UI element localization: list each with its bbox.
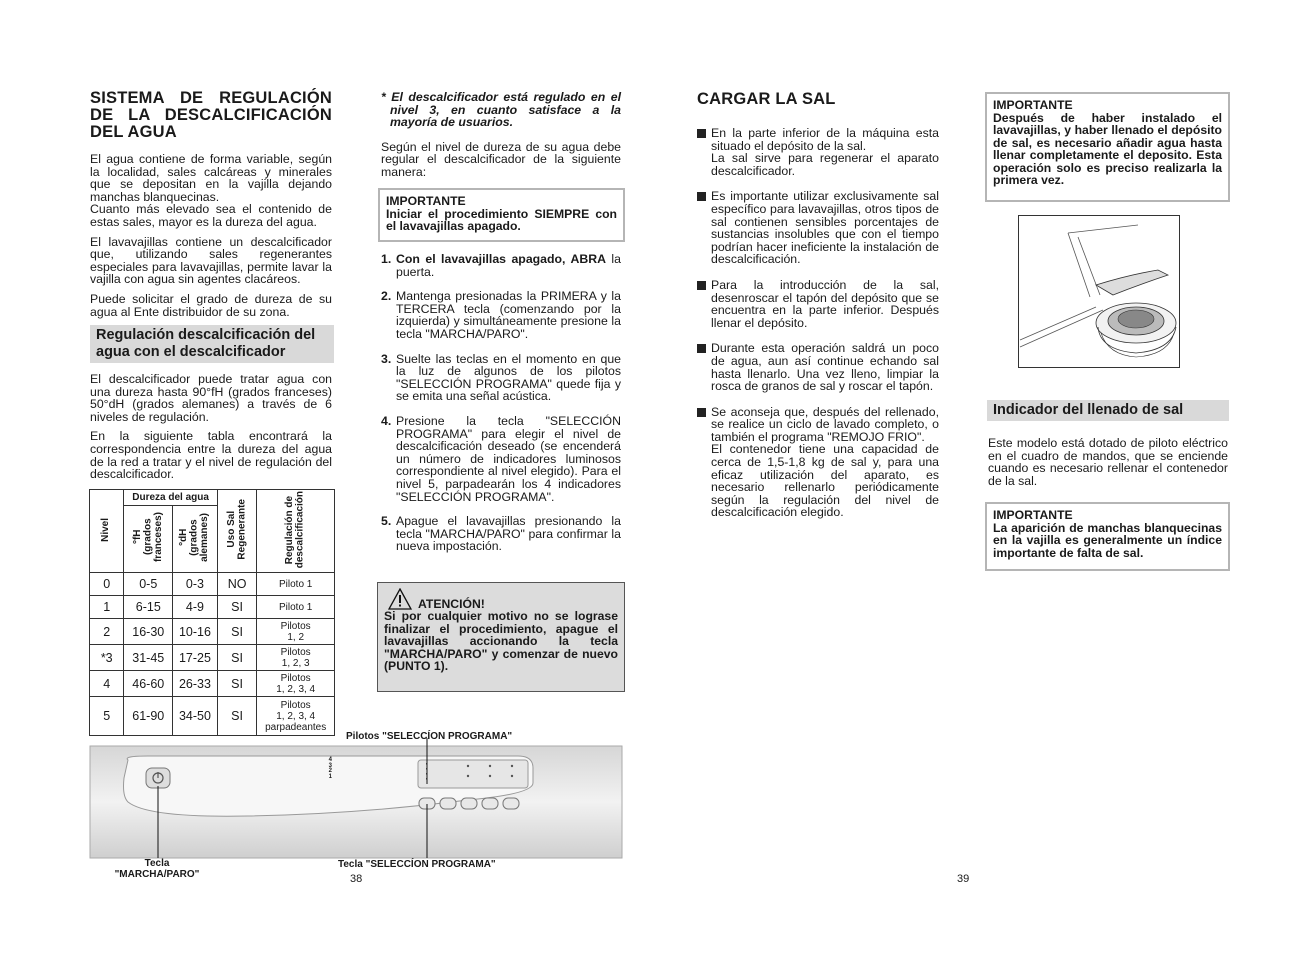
important-heading: IMPORTANTE	[386, 194, 466, 208]
important-heading: IMPORTANTE	[993, 508, 1073, 522]
list-item: 5. Apague el lavavajillas presionando la tecla "MARCHA/PARO" para confirmar la nueva impostación.	[381, 514, 621, 554]
program-key-5	[503, 798, 519, 809]
important-heading: IMPORTANTE	[993, 98, 1073, 112]
paragraph: En la siguiente tabla encontrará la correspondencia entre la dureza del agua de la red a tratar y el nivel de regulación del descalcificador.	[90, 429, 332, 482]
paragraph: Cuanto más elevado sea el contenido de estas sales, mayor es la dureza del agua.	[90, 202, 332, 229]
list-item: Para la introducción de la sal, desenroscar el tapón del depósito que se encuentra en la parte inferior. Después llenar el depósito.	[697, 279, 939, 329]
list-item: Es importante utilizar exclusivamente sal específico para lavavajillas, otros tipos de sal contienen sensibles porcentajes de sustancias insolubles que con el tiempo podrían hacer ineficiente la instalación de descalcificación.	[697, 190, 939, 266]
table-row: 0 0-5 0-3 NO Piloto 1	[90, 573, 335, 596]
right-column-1	[697, 91, 939, 532]
list-item: Se aconseja que, después del rellenado, se realice un ciclo de lavado completo, o también el programa "REMOJO FRIO". El contenedor tiene una capacidad de cerca de 1,5-1,8 kg de sal y, para una eficaz utilización del aparato, es necesario rellenarlo periódicamente según la regulación del nivel de descalcificación elegido.	[697, 406, 939, 519]
left-column-2	[381, 91, 621, 187]
col-header-regulacion: Regulación de descalcificación	[257, 490, 335, 573]
program-key-4	[482, 798, 498, 809]
table-row: 1 6-15 4-9 SI Piloto 1	[90, 596, 335, 619]
subheading-regulacion: Regulación descalcificación del agua con el descalcificador	[90, 325, 334, 363]
left-column-1	[90, 90, 332, 325]
important-box-first-time	[985, 92, 1230, 202]
page-number-left: 38	[350, 873, 363, 885]
list-item: 2. Mantenga presionadas la PRIMERA y la TERCERA tecla (comenzando por la izquierda) y simultáneamente presione la tecla "MARCHA/PARO".	[381, 289, 621, 341]
indicator-text-block	[988, 437, 1228, 494]
table-row: 4 46-60 26-33 SI Pilotos 1, 2, 3, 4	[90, 671, 335, 697]
table-row: *3 31-45 17-25 SI Pilotos 1, 2, 3	[90, 645, 335, 671]
col-header-nivel: Nivel	[90, 490, 124, 573]
list-item: Durante esta operación saldrá un poco de agua, aun así continue echando sal hasta llenarlo. Una vez lleno, limpiar la rosca de granos de sal y roscar el tapón.	[697, 342, 939, 392]
paragraph: El agua contiene de forma variable, según la localidad, sales calcáreas y minerales que se depositan en la vajilla dejando manchas blanquecinas.	[90, 152, 332, 204]
table-row: 5 61-90 34-50 SI Pilotos 1, 2, 3, 4 parpadeantes	[90, 697, 335, 736]
important-body: Después de haber instalado el lavavajillas, y haber llenado el depósito de sal, es necesario añadir agua hasta llenar completamente el deposito. Esta operación solo es preciso realizarla la primera vez.	[993, 110, 1222, 187]
salt-filling-illustration	[1018, 215, 1180, 368]
program-key-3	[461, 798, 477, 809]
label-key-marcha-paro: Tecla "MARCHA/PARO"	[114, 858, 200, 880]
led-numbers: 4 3 2 1	[328, 757, 332, 780]
list-item: 4. Presione la tecla "SELECCIÓN PROGRAMA" para elegir el nivel de descalcificación deseado (se encenderá un número de indicadores luminosos correspondiente al nivel elegido). Para el nivel 5, parpadearán los 4 indicadores "SELECCIÓN PROGRAMA".	[381, 413, 621, 504]
col-header-fh: °fH (grados franceses)	[124, 506, 173, 573]
paragraph: El lavavajillas contiene un descalcificador que, utilizando sales regenerantes especiales para lavavajillas, permite lavar la vajilla con agua sin agentes clacáreos.	[90, 234, 332, 287]
col-group-dureza: Dureza del agua	[124, 490, 217, 506]
important-body: Iniciar el procedimiento SIEMPRE con el lavavajillas apagado.	[386, 206, 617, 233]
warning-icon	[388, 588, 412, 610]
note-level-3: * El descalcificador está regulado en el nivel 3, en cuanto satisface a la mayoría de usuarios.	[381, 90, 621, 130]
important-box-start	[378, 188, 625, 242]
important-body: La aparición de manchas blanquecinas en la vajilla es generalmente un índice importante de falta de sal.	[993, 520, 1222, 560]
page-title-cargar-sal: CARGAR LA SAL	[697, 90, 836, 108]
important-box-stains	[985, 502, 1230, 571]
hardness-table	[89, 489, 335, 736]
label-key-seleccion: Tecla "SELECCÍON PROGRAMA"	[338, 859, 496, 870]
regulacion-text	[90, 373, 332, 488]
steps-container	[381, 253, 621, 565]
paragraph: Este modelo está dotado de piloto eléctrico en el cuadro de mandos, que se enciende cuando es necesario rellenar el contenedor de la sal.	[988, 436, 1228, 488]
page-number-right: 39	[957, 873, 970, 885]
subheading-indicador: Indicador del llenado de sal	[987, 400, 1229, 421]
col-header-sal: Uso Sal Regenerante	[217, 490, 257, 573]
attention-body: Si por cualquier motivo no se lograse finalizar el procedimiento, apague el lavavajillas accionando la tecla "MARCHA/PARO" y comenzar de nuevo (PUNTO 1).	[384, 609, 618, 673]
intro-text: Según el nivel de dureza de su agua debe regular el descalcificador de la siguiente manera:	[381, 139, 621, 179]
list-item: 1. Con el lavavajillas apagado, ABRA la puerta.	[381, 252, 621, 279]
steps-list	[381, 253, 621, 553]
list-item: En la parte inferior de la máquina esta situado el depósito de la sal. La sal sirve para regenerar el aparato descalcificador.	[697, 127, 939, 177]
paragraph: Puede solicitar el grado de dureza de su agua al Ente distribuidor de su zona.	[90, 291, 332, 319]
salt-bullets	[697, 127, 939, 519]
attention-heading: ATENCIÓN!	[418, 596, 485, 611]
table-row: 2 16-30 10-16 SI Pilotos 1, 2	[90, 619, 335, 645]
attention-box	[377, 582, 625, 692]
col-header-dh: °dH (grados alemanes)	[173, 506, 218, 573]
program-key-2	[440, 798, 456, 809]
list-item: 3. Suelte las teclas en el momento en que la luz de algunos de los pilotos "SELECCIÓN PROGRAMA" quede fija y se emita una señal acústica.	[381, 351, 621, 404]
label-pilotos: Pilotos "SELECCÍON PROGRAMA"	[346, 731, 513, 742]
page-title-descalcificacion: SISTEMA DE REGULACIÓN DE LA DESCALCIFICACIÓN DEL AGUA	[90, 89, 332, 141]
paragraph: El descalcificador puede tratar agua con una dureza hasta 90°fH (grados franceses) 50°dH (grados alemanes) a través de 6 niveles de regulación.	[90, 372, 332, 424]
